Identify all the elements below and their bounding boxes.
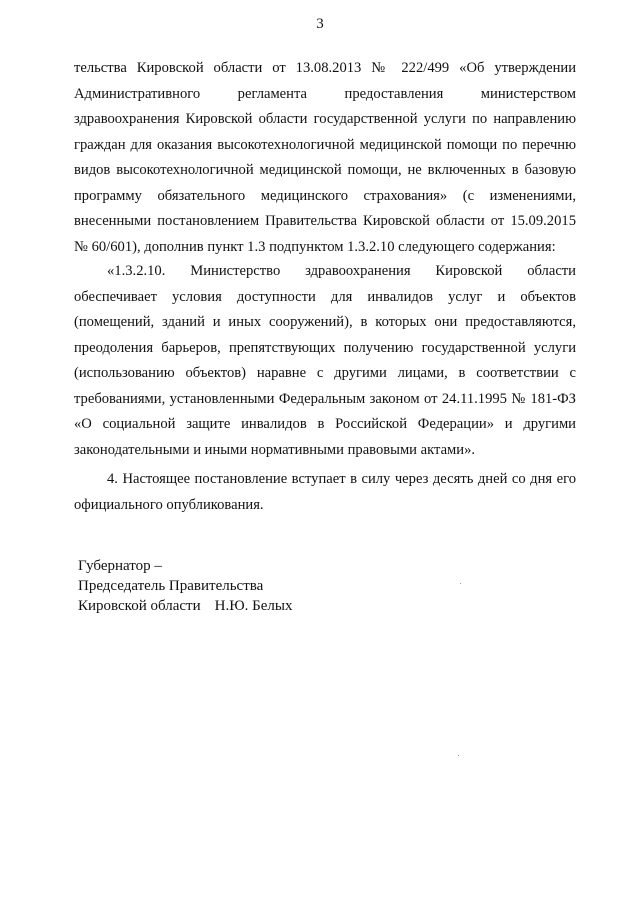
- paragraph-continuation: тельства Кировской области от 13.08.2013 № 222/499 «Об утверждении Административного регламента предоставления министерством здравоохранения Кировской области государственной услуги по направлению граждан для оказания высокотехнологичной медицинской помощи по перечню видов высокотехнологичной медицинской помощи, не включенных в базовую программу обязательного медицинского страхования» (с изменениями, внесенными постановлением Правительства Кировской области от 15.09.2015 № 60/601), дополнив пункт 1.3 подпунктом 1.3.2.10 следующего содержания:: [74, 60, 576, 255]
- signature-title-line1: Губернатор –: [78, 558, 162, 574]
- signature-region: Кировской области: [78, 598, 201, 614]
- paragraph-effective-date: 4. Настоящее постановление вступает в силу через десять дней со дня его официального опубликования.: [74, 471, 576, 513]
- signature-title-line3: [78, 596, 292, 616]
- signature-title-line2: Председатель Правительства: [78, 578, 264, 594]
- scan-speck: [460, 583, 461, 584]
- signature-block: [78, 556, 292, 616]
- page-number: 3: [316, 16, 324, 32]
- paragraph-quoted-amendment: «1.3.2.10. Министерство здравоохранения Кировской области обеспечивает условия доступности для инвалидов услуг и объектов (помещений, зданий и иных сооружений), в которых они предоставляются, преодоления барьеров, препятствующих получению государственной услуги (использованию объектов) наравне с другими лицами, в соответствии с требованиями, установленными Федеральным законом от 24.11.1995 № 181-ФЗ «О социальной защите инвалидов в Российской Федерации» и другими законодательными и иными нормативными правовыми актами».: [74, 263, 576, 458]
- scan-speck: [458, 755, 459, 756]
- signature-name: Н.Ю. Белых: [214, 598, 293, 614]
